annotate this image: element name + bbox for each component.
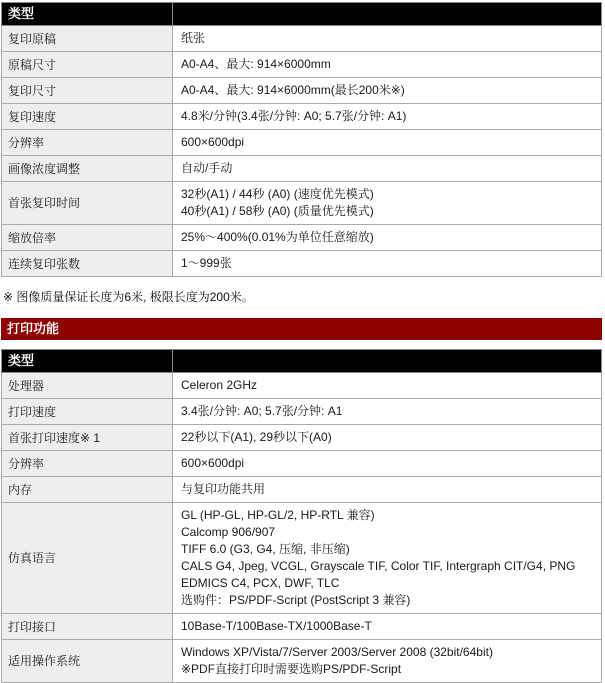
spec-row — [2, 26, 602, 52]
spec-row-value — [173, 130, 602, 156]
spec-row-label: 原稿尺寸 — [2, 52, 173, 78]
spec-value-line: 自动/手动 — [181, 161, 233, 175]
spec-row-value — [173, 451, 602, 477]
spec-row — [2, 477, 602, 503]
copy-table-header-row — [2, 3, 602, 26]
spec-row — [2, 425, 602, 451]
spec-value-line: ※PDF直接打印时需要选购PS/PDF-Script — [181, 662, 402, 676]
spec-row — [2, 182, 602, 225]
spec-row-value — [173, 503, 602, 614]
print-table-header-type: 类型 — [2, 350, 173, 373]
spec-row — [2, 399, 602, 425]
spec-row — [2, 373, 602, 399]
spec-row-label: 缩放倍率 — [2, 225, 173, 251]
spec-row — [2, 130, 602, 156]
spec-row — [2, 614, 602, 640]
spec-value-line: 600×600dpi — [181, 456, 245, 470]
spec-value-line: TIFF 6.0 (G3, G4, 压缩, 非压缩) — [181, 542, 350, 556]
spec-value-line: CALS G4, Jpeg, VCGL, Grayscale TIF, Color TIF, Intergraph CIT/G4, PNG — [181, 559, 576, 573]
spec-row-value — [173, 425, 602, 451]
spec-value-line: A0-A4、最大: 914×6000mm(最长200米※) — [181, 83, 405, 97]
spec-value-line: GL (HP-GL, HP-GL/2, HP-RTL 兼容) — [181, 508, 375, 522]
spec-value-line: 纸张 — [181, 31, 206, 45]
spec-value-line: 22秒以下(A1), 29秒以下(A0) — [181, 430, 332, 444]
spec-row-label: 仿真语言 — [2, 503, 173, 614]
spec-row-label: 首张打印速度※ 1 — [2, 425, 173, 451]
spec-row-label: 内存 — [2, 477, 173, 503]
spec-row-value — [173, 52, 602, 78]
print-spec-table — [1, 349, 602, 683]
spec-row-label: 画像浓度调整 — [2, 156, 173, 182]
spec-value-line: 1～999张 — [181, 256, 232, 270]
copy-table-body — [2, 26, 602, 277]
spec-row-label: 复印尺寸 — [2, 78, 173, 104]
spec-row-label: 适用操作系统 — [2, 640, 173, 683]
spec-row-label: 连续复印张数 — [2, 251, 173, 277]
spec-value-line: EDMICS C4, PCX, DWF, TLC — [181, 576, 340, 590]
spec-row-label: 复印原稿 — [2, 26, 173, 52]
spec-row-value — [173, 78, 602, 104]
print-table-header-empty — [173, 350, 602, 373]
print-table-body — [2, 373, 602, 683]
spec-row-value — [173, 373, 602, 399]
spec-value-line: 10Base-T/100Base-TX/1000Base-T — [181, 619, 372, 633]
spec-value-line: Windows XP/Vista/7/Server 2003/Server 2008 (32bit/64bit) — [181, 645, 493, 659]
spec-row — [2, 52, 602, 78]
spec-value-line: A0-A4、最大: 914×6000mm — [181, 57, 331, 71]
spec-row — [2, 78, 602, 104]
spec-row-label: 分辨率 — [2, 451, 173, 477]
spec-row — [2, 225, 602, 251]
spec-row — [2, 251, 602, 277]
spec-value-line: 600×600dpi — [181, 135, 245, 149]
spec-row — [2, 640, 602, 683]
spec-row-value — [173, 251, 602, 277]
copy-table-header-type: 类型 — [2, 3, 173, 26]
spec-value-line: 40秒(A1) / 58秒 (A0) (质量优先模式) — [181, 204, 374, 218]
spec-row — [2, 104, 602, 130]
spec-row-value — [173, 182, 602, 225]
spec-value-line: 选购件：PS/PDF-Script (PostScript 3 兼容) — [181, 593, 411, 607]
spec-row-label: 打印接口 — [2, 614, 173, 640]
spec-value-line: 25%～400%(0.01%为单位任意缩放) — [181, 230, 374, 244]
spec-row-label: 复印速度 — [2, 104, 173, 130]
copy-note-text: ※ 图像质量保证长度为6米, 极限长度为200米。 — [3, 290, 254, 304]
spec-row-label: 处理器 — [2, 373, 173, 399]
spec-value-line: Calcomp 906/907 — [181, 525, 276, 539]
spec-value-line: Celeron 2GHz — [181, 378, 258, 392]
spec-row — [2, 503, 602, 614]
spec-row-value — [173, 477, 602, 503]
print-section-title: 打印功能 — [7, 321, 60, 336]
spec-row-label: 分辨率 — [2, 130, 173, 156]
spec-value-line: 3.4张/分钟: A0; 5.7张/分钟: A1 — [181, 404, 343, 418]
spec-row-value — [173, 156, 602, 182]
print-section-bar — [1, 318, 602, 340]
spec-value-line: 与复印功能共用 — [181, 482, 266, 496]
spec-row-value — [173, 225, 602, 251]
spec-row-label: 首张复印时间 — [2, 182, 173, 225]
spec-value-line: 32秒(A1) / 44秒 (A0) (速度优先模式) — [181, 187, 374, 201]
spec-row-value — [173, 640, 602, 683]
spec-row-value — [173, 399, 602, 425]
spec-value-line: 4.8米/分钟(3.4张/分钟: A0; 5.7张/分钟: A1) — [181, 109, 407, 123]
spec-row-label: 打印速度 — [2, 399, 173, 425]
spec-row — [2, 451, 602, 477]
copy-table-header-empty — [173, 3, 602, 26]
copy-spec-table — [1, 2, 602, 277]
print-table-header-row — [2, 350, 602, 373]
spec-row — [2, 156, 602, 182]
spec-row-value — [173, 26, 602, 52]
spec-row-value — [173, 104, 602, 130]
spec-row-value — [173, 614, 602, 640]
